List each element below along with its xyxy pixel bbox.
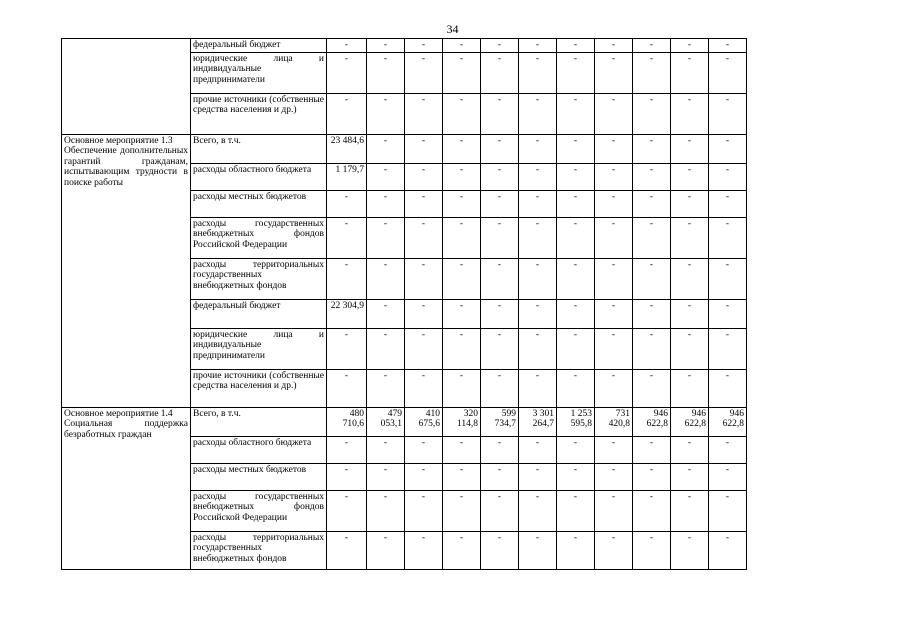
value-cell: - — [519, 463, 557, 490]
value-cell: - — [327, 52, 367, 93]
value-cell: - — [327, 258, 367, 299]
value-cell: - — [367, 52, 405, 93]
value-cell: - — [709, 531, 747, 569]
page-number: 34 — [446, 22, 459, 36]
value-cell: 22 304,9 — [327, 299, 367, 328]
value-cell: - — [557, 163, 595, 190]
value-cell: - — [443, 39, 481, 53]
value-cell: - — [671, 328, 709, 369]
value-cell: - — [633, 328, 671, 369]
value-cell: - — [557, 369, 595, 407]
value-cell: - — [557, 93, 595, 134]
value-cell: - — [709, 258, 747, 299]
value-cell: - — [481, 93, 519, 134]
value-cell: - — [519, 134, 557, 163]
value-cell: - — [481, 328, 519, 369]
value-cell: - — [405, 328, 443, 369]
value-cell: - — [367, 531, 405, 569]
value-cell: - — [671, 436, 709, 463]
value-cell: - — [405, 39, 443, 53]
value-cell: - — [327, 369, 367, 407]
value-cell: 320 114,8 — [443, 407, 481, 436]
value-cell: - — [633, 258, 671, 299]
value-cell: - — [519, 258, 557, 299]
value-cell: - — [671, 217, 709, 258]
value-cell: - — [671, 258, 709, 299]
value-cell: - — [709, 490, 747, 531]
value-cell: 731 420,8 — [595, 407, 633, 436]
value-cell: 3 301 264,7 — [519, 407, 557, 436]
value-cell: - — [367, 436, 405, 463]
value-cell: - — [671, 134, 709, 163]
funding-source-cell: прочие источники (собственные средства населения и др.) — [191, 369, 327, 407]
value-cell: - — [633, 369, 671, 407]
value-cell: - — [367, 217, 405, 258]
value-cell: - — [671, 52, 709, 93]
value-cell: - — [595, 217, 633, 258]
value-cell: - — [443, 163, 481, 190]
value-cell: - — [709, 328, 747, 369]
value-cell: - — [481, 217, 519, 258]
value-cell: - — [709, 93, 747, 134]
value-cell: - — [481, 531, 519, 569]
value-cell: - — [595, 369, 633, 407]
value-cell: 946 622,8 — [633, 407, 671, 436]
value-cell: - — [327, 217, 367, 258]
value-cell: - — [367, 39, 405, 53]
value-cell: - — [367, 258, 405, 299]
value-cell: - — [443, 93, 481, 134]
event-description: Социальная поддержка безработных граждан — [64, 419, 188, 440]
budget-table — [61, 38, 747, 570]
value-cell: - — [519, 190, 557, 217]
value-cell: - — [405, 531, 443, 569]
funding-source-cell: расходы областного бюджета — [191, 163, 327, 190]
value-cell: 946 622,8 — [671, 407, 709, 436]
table-row — [62, 407, 747, 436]
value-cell: - — [481, 39, 519, 53]
value-cell: - — [443, 369, 481, 407]
funding-source-cell: расходы государственных внебюджетных фондов Российской Федерации — [191, 490, 327, 531]
value-cell: - — [633, 134, 671, 163]
value-cell: - — [367, 328, 405, 369]
value-cell: - — [557, 217, 595, 258]
value-cell: - — [709, 134, 747, 163]
value-cell: - — [709, 369, 747, 407]
value-cell: - — [633, 463, 671, 490]
value-cell: - — [633, 531, 671, 569]
value-cell: - — [405, 490, 443, 531]
funding-source-cell: федеральный бюджет — [191, 39, 327, 53]
value-cell: - — [557, 299, 595, 328]
value-cell: - — [519, 217, 557, 258]
funding-source-cell: расходы территориальных государственных внебюджетных фондов — [191, 531, 327, 569]
value-cell: 410 675,6 — [405, 407, 443, 436]
event-title: Основное мероприятие 1.3 — [64, 135, 173, 146]
funding-source-cell: федеральный бюджет — [191, 299, 327, 328]
value-cell: - — [557, 134, 595, 163]
value-cell: - — [595, 93, 633, 134]
funding-source-cell: расходы государственных внебюджетных фондов Российской Федерации — [191, 217, 327, 258]
value-cell: - — [443, 134, 481, 163]
value-cell: - — [405, 299, 443, 328]
value-cell: - — [405, 134, 443, 163]
funding-source-cell: прочие источники (собственные средства населения и др.) — [191, 93, 327, 134]
value-cell: - — [595, 463, 633, 490]
value-cell: - — [327, 328, 367, 369]
value-cell: - — [405, 217, 443, 258]
value-cell: - — [595, 328, 633, 369]
value-cell: - — [443, 531, 481, 569]
value-cell: - — [633, 163, 671, 190]
value-cell: 599 734,7 — [481, 407, 519, 436]
value-cell: - — [709, 436, 747, 463]
value-cell: - — [443, 463, 481, 490]
value-cell: - — [633, 436, 671, 463]
event-cell — [62, 407, 191, 569]
value-cell: - — [443, 328, 481, 369]
value-cell: - — [557, 328, 595, 369]
funding-source-cell: расходы местных бюджетов — [191, 463, 327, 490]
value-cell: - — [367, 463, 405, 490]
value-cell: - — [633, 190, 671, 217]
value-cell: - — [709, 217, 747, 258]
value-cell: - — [481, 52, 519, 93]
value-cell: - — [633, 52, 671, 93]
value-cell: - — [709, 190, 747, 217]
value-cell: - — [557, 531, 595, 569]
value-cell: - — [367, 134, 405, 163]
value-cell: - — [671, 490, 709, 531]
value-cell: - — [367, 369, 405, 407]
value-cell: - — [405, 52, 443, 93]
value-cell: - — [595, 134, 633, 163]
value-cell: - — [327, 531, 367, 569]
table-row — [62, 39, 747, 53]
value-cell: - — [443, 258, 481, 299]
value-cell: - — [519, 490, 557, 531]
value-cell: - — [557, 258, 595, 299]
value-cell: - — [519, 39, 557, 53]
value-cell: - — [367, 299, 405, 328]
value-cell: - — [709, 39, 747, 53]
value-cell: - — [481, 463, 519, 490]
value-cell: - — [633, 93, 671, 134]
value-cell: - — [671, 163, 709, 190]
value-cell: - — [327, 190, 367, 217]
value-cell: - — [481, 369, 519, 407]
value-cell: - — [557, 39, 595, 53]
value-cell: - — [671, 190, 709, 217]
value-cell: - — [405, 93, 443, 134]
value-cell: - — [633, 217, 671, 258]
value-cell: - — [671, 463, 709, 490]
value-cell: - — [481, 190, 519, 217]
funding-source-cell: юридические лица и индивидуальные предприниматели — [191, 52, 327, 93]
value-cell: - — [481, 490, 519, 531]
value-cell: - — [405, 190, 443, 217]
value-cell: - — [709, 52, 747, 93]
value-cell: - — [595, 531, 633, 569]
value-cell: - — [443, 490, 481, 531]
value-cell: - — [595, 190, 633, 217]
value-cell: - — [595, 258, 633, 299]
value-cell: - — [327, 93, 367, 134]
value-cell: - — [671, 531, 709, 569]
value-cell: - — [327, 436, 367, 463]
value-cell: - — [671, 299, 709, 328]
funding-source-cell: расходы областного бюджета — [191, 436, 327, 463]
value-cell: - — [519, 93, 557, 134]
value-cell: - — [519, 436, 557, 463]
value-cell: - — [367, 163, 405, 190]
value-cell: - — [405, 258, 443, 299]
value-cell: 1 253 595,8 — [557, 407, 595, 436]
value-cell: - — [671, 39, 709, 53]
value-cell: - — [557, 463, 595, 490]
value-cell: - — [367, 490, 405, 531]
value-cell: - — [519, 531, 557, 569]
value-cell: - — [481, 134, 519, 163]
value-cell: - — [595, 299, 633, 328]
funding-source-cell: Всего, в т.ч. — [191, 134, 327, 163]
value-cell: - — [481, 299, 519, 328]
funding-source-cell: юридические лица и индивидуальные предприниматели — [191, 328, 327, 369]
value-cell: - — [519, 369, 557, 407]
value-cell: 480 710,6 — [327, 407, 367, 436]
value-cell: - — [481, 258, 519, 299]
value-cell: - — [671, 369, 709, 407]
value-cell: - — [481, 163, 519, 190]
funding-source-cell: расходы территориальных государственных внебюджетных фондов — [191, 258, 327, 299]
value-cell: - — [443, 299, 481, 328]
value-cell: - — [709, 463, 747, 490]
value-cell: - — [557, 436, 595, 463]
value-cell: - — [405, 163, 443, 190]
value-cell: - — [557, 190, 595, 217]
value-cell: - — [519, 299, 557, 328]
value-cell: - — [327, 463, 367, 490]
value-cell: - — [367, 190, 405, 217]
value-cell: - — [519, 52, 557, 93]
funding-source-cell: расходы местных бюджетов — [191, 190, 327, 217]
value-cell: - — [405, 369, 443, 407]
value-cell: 479 053,1 — [367, 407, 405, 436]
event-cell — [62, 39, 191, 135]
value-cell: - — [709, 299, 747, 328]
value-cell: - — [595, 490, 633, 531]
value-cell: 23 484,6 — [327, 134, 367, 163]
value-cell: - — [443, 190, 481, 217]
value-cell: - — [557, 490, 595, 531]
value-cell: - — [405, 436, 443, 463]
value-cell: - — [443, 52, 481, 93]
value-cell: - — [367, 93, 405, 134]
value-cell: - — [519, 328, 557, 369]
event-cell — [62, 134, 191, 407]
event-title: Основное мероприятие 1.4 — [64, 408, 173, 419]
value-cell: - — [327, 39, 367, 53]
budget-table-body — [62, 39, 747, 570]
value-cell: - — [709, 163, 747, 190]
value-cell: - — [633, 39, 671, 53]
event-description: Обеспечение дополнительных гарантий гражданам, испытывающим трудности в поиске работы — [64, 146, 188, 188]
value-cell: - — [519, 163, 557, 190]
value-cell: - — [557, 52, 595, 93]
value-cell: - — [595, 52, 633, 93]
value-cell: - — [595, 163, 633, 190]
value-cell: 946 622,8 — [709, 407, 747, 436]
value-cell: - — [443, 217, 481, 258]
value-cell: - — [481, 436, 519, 463]
value-cell: 1 179,7 — [327, 163, 367, 190]
value-cell: - — [405, 463, 443, 490]
value-cell: - — [595, 436, 633, 463]
funding-source-cell: Всего, в т.ч. — [191, 407, 327, 436]
value-cell: - — [633, 299, 671, 328]
value-cell: - — [327, 490, 367, 531]
value-cell: - — [595, 39, 633, 53]
table-row — [62, 134, 747, 163]
value-cell: - — [443, 436, 481, 463]
value-cell: - — [633, 490, 671, 531]
value-cell: - — [671, 93, 709, 134]
